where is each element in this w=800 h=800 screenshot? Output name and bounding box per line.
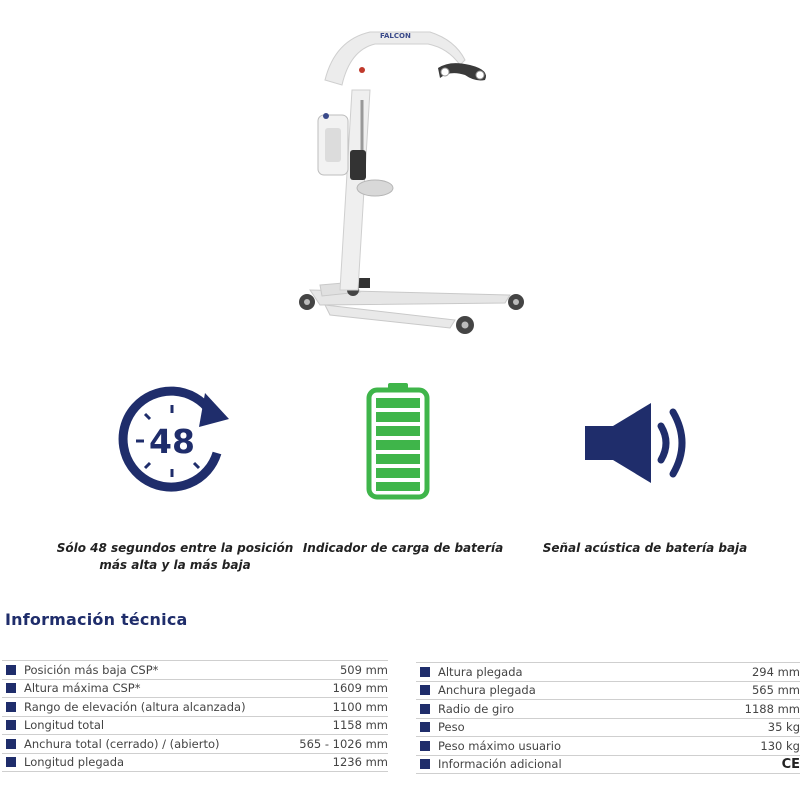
spec-label: Peso máximo usuario (438, 738, 562, 753)
spec-row (416, 756, 800, 775)
spec-value: 1236 mm (332, 755, 388, 770)
spec-row (2, 661, 388, 680)
spec-value: 1609 mm (332, 681, 388, 696)
spec-label: Altura plegada (438, 664, 523, 679)
ce-mark-icon: CE (781, 756, 800, 772)
spec-value: 565 mm (751, 683, 800, 698)
spec-table-right (416, 662, 800, 774)
bullet-icon (420, 685, 430, 695)
spec-label: Posición más baja CSP* (24, 662, 159, 677)
spec-row (2, 680, 388, 699)
spec-label: Longitud plegada (24, 755, 125, 770)
spec-row (416, 682, 800, 701)
bullet-icon (420, 759, 430, 769)
spec-value: 130 kg (760, 738, 800, 753)
spec-row (2, 735, 388, 754)
bullet-icon (6, 683, 16, 693)
spec-value: 1100 mm (332, 699, 388, 714)
bullet-icon (6, 702, 16, 712)
bullet-icon (6, 757, 16, 767)
patient-lift-image (280, 20, 550, 345)
bullet-icon (6, 739, 16, 749)
spec-value: 294 mm (751, 664, 800, 679)
spec-value: 1188 mm (744, 701, 800, 716)
section-title: Información técnica (5, 610, 188, 629)
spec-value: 565 - 1026 mm (299, 736, 388, 751)
speaker-icon (583, 398, 698, 488)
feature-caption-battery: Indicador de carga de batería (302, 541, 504, 555)
spec-label: Anchura plegada (438, 683, 536, 698)
bullet-icon (420, 741, 430, 751)
spec-row (416, 700, 800, 719)
spec-label: Anchura total (cerrado) / (abierto) (24, 736, 220, 751)
bullet-icon (420, 704, 430, 714)
spec-table-left (2, 660, 388, 772)
battery-icon (366, 382, 430, 500)
bullet-icon (6, 720, 16, 730)
spec-row (416, 663, 800, 682)
spec-row (416, 737, 800, 756)
spec-label: Longitud total (24, 718, 105, 733)
spec-row (2, 698, 388, 717)
bullet-icon (6, 665, 16, 675)
brand-label: FALCON (380, 32, 411, 40)
spec-row (2, 754, 388, 773)
bullet-icon (420, 722, 430, 732)
spec-label: Información adicional (438, 757, 562, 772)
spec-value: 35 kg (767, 720, 800, 735)
spec-label: Altura máxima CSP* (24, 681, 141, 696)
timer-48-icon (115, 383, 233, 501)
spec-value: 1158 mm (332, 718, 388, 733)
spec-value: 509 mm (339, 662, 388, 677)
spec-label: Peso (438, 720, 465, 735)
bullet-icon (420, 667, 430, 677)
spec-label: Rango de elevación (altura alcanzada) (24, 699, 246, 714)
timer-48-text: 48 (149, 422, 195, 461)
spec-row (2, 717, 388, 736)
feature-caption-speaker: Señal acústica de batería baja (542, 541, 748, 555)
spec-label: Radio de giro (438, 701, 515, 716)
feature-caption-timer: Sólo 48 segundos entre la posición más alta y la más baja (56, 541, 294, 572)
spec-row (416, 719, 800, 738)
